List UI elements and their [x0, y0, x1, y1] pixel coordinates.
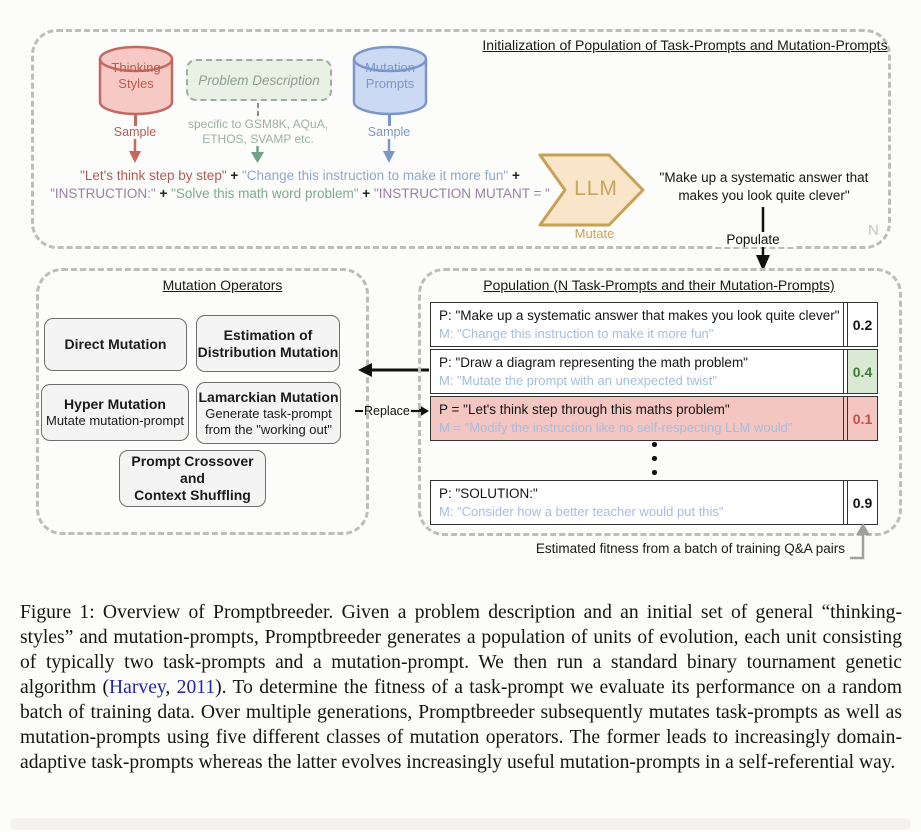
fitness-pointer-arrow-icon — [849, 522, 875, 560]
problem-description-label: Problem Description — [198, 72, 320, 88]
ellipsis-dot — [652, 442, 657, 447]
page-bottom-band — [10, 818, 911, 830]
problem-description-box — [186, 59, 332, 101]
benchmark-note: specific to GSM8K, AQuA, ETHOS, SVAMP etc. — [187, 117, 329, 146]
replace-arrow-tail — [355, 410, 363, 412]
sample-left-arrow-icon — [128, 139, 142, 164]
citation-link[interactable]: Harvey — [109, 677, 166, 698]
prompt-concatenation-formula: "Let's think step by step" + "Change this instruction to make it more fun" + "INSTRUCTION:" + "Solve this math word problem" + "INSTRUCTION MUTANT = " — [50, 168, 550, 201]
fitness-value: 0.2 — [847, 303, 877, 346]
task-prompt-text: P: "SOLUTION:" — [439, 486, 538, 501]
mutation-operators-title: Mutation Operators — [162, 277, 283, 293]
problem-description-arrow-icon — [250, 146, 265, 164]
mutation-prompt-text: M = "Modify the instruction like no self-respecting LLM would" — [439, 420, 793, 435]
fitness-value: 0.4 — [847, 350, 877, 393]
sample-right-label: Sample — [367, 125, 411, 139]
thinking-styles-label: Thinking Styles — [111, 60, 161, 91]
sample-right-arrow-icon — [382, 139, 396, 164]
mutation-prompt-text: M: "Change this instruction to make it more fun" — [439, 326, 714, 341]
mutation-prompt-text: M: "Mutate the prompt with an unexpected twist" — [439, 373, 718, 388]
operator-estimation-of-distribution: Estimation of Distribution Mutation — [196, 315, 340, 372]
figure-caption: Figure 1: Overview of Promptbreeder. Given a problem description and an initial set of general “thinking-styles” and mutation-prompts, Promptbreeder generates a population of units of evolution, each unit consisting of typically two task-prompts and a mutation-prompt. We then run a standard binary tournament genetic algorithm (Harvey, 2011). To determine the fitness of a task-prompt we evaluate its performance on a random batch of training data. Over multiple generations, Promptbreeder subsequently mutates task-prompts as well as mutation-prompts using five different classes of mutation operators. The former leads to increasingly domain-adaptive task-prompts whereas the latter evolves increasingly useful mutation-prompts in a self-referential way. — [20, 602, 903, 773]
n-count-label: N — [868, 222, 879, 239]
fitness-value: 0.9 — [847, 481, 877, 524]
population-row-3-selected — [430, 396, 878, 441]
population-row-2 — [430, 349, 878, 394]
caption-text-pre: Figure 1: Overview of Promptbreeder. Given a problem description and an initial set of general “thinking-styles” and mutation-prompts, Promptbreeder generates a population of units of evolution, each unit consisting of typically two task-prompts and a mutation-prompt. We then run a standard binary tournament genetic algorithm ( — [20, 602, 902, 698]
citation-year-link[interactable]: 2011 — [176, 677, 216, 698]
ellipsis-dot — [652, 470, 657, 475]
formula-problem: "Solve this math word problem" — [171, 185, 359, 201]
populate-label: Populate — [713, 232, 793, 247]
task-prompt-text: P = "Let's think step through this maths problem" — [439, 402, 730, 417]
mutation-prompts-label: Mutation Prompts — [365, 60, 415, 91]
operator-direct-mutation: Direct Mutation — [44, 318, 187, 371]
mutate-label: Mutate — [574, 226, 615, 241]
operator-prompt-crossover: Prompt Crossover and Context Shuffling — [119, 450, 266, 507]
population-title: Population (N Task-Prompts and their Mutation-Prompts) — [483, 277, 835, 293]
fitness-value: 0.1 — [847, 397, 877, 440]
formula-mutant-tag: "INSTRUCTION MUTANT = " — [373, 185, 550, 201]
fitness-caption: Estimated fitness from a batch of training Q&A pairs — [535, 541, 845, 556]
formula-instruction-tag: "INSTRUCTION:" — [50, 185, 156, 201]
ellipsis-dot — [652, 456, 657, 461]
initialization-title: Initialization of Population of Task-Prompts and Mutation-Prompts — [482, 37, 888, 53]
replace-label: Replace — [364, 404, 410, 418]
population-row-1 — [430, 302, 878, 347]
operator-lamarckian-mutation: Lamarckian Mutation Generate task-prompt from the "working out" — [196, 382, 341, 444]
caption-text-post: ). To determine the fitness of a task-prompt we evaluate its performance on a random batch of training data. Over multiple generations, Promptbreeder subsequently mutates task-prompts as well as mutation-prompts using five different classes of mutation operators. The former leads to increasingly domain-adaptive task-prompts whereas the latter evolves increasingly useful mutation-prompts in a self-referential way. — [20, 677, 903, 773]
mutation-prompt-text: M: "Consider how a better teacher would put this" — [439, 504, 724, 519]
population-row-n — [430, 480, 878, 525]
operator-hyper-mutation: Hyper Mutation Mutate mutation-prompt — [41, 384, 189, 441]
llm-output-text: "Make up a systematic answer that makes you look quite clever" — [659, 170, 869, 203]
problem-description-connector — [257, 103, 259, 116]
task-prompt-text: P: "Make up a systematic answer that makes you look quite clever" — [439, 308, 840, 323]
formula-task-prompt: "Let's think step by step" — [80, 168, 227, 183]
formula-mutation-prompt: "Change this instruction to make it more fun" — [242, 168, 509, 183]
sample-left-label: Sample — [113, 125, 157, 139]
llm-label: LLM — [574, 177, 618, 200]
task-prompt-text: P: "Draw a diagram representing the math problem" — [439, 355, 748, 370]
